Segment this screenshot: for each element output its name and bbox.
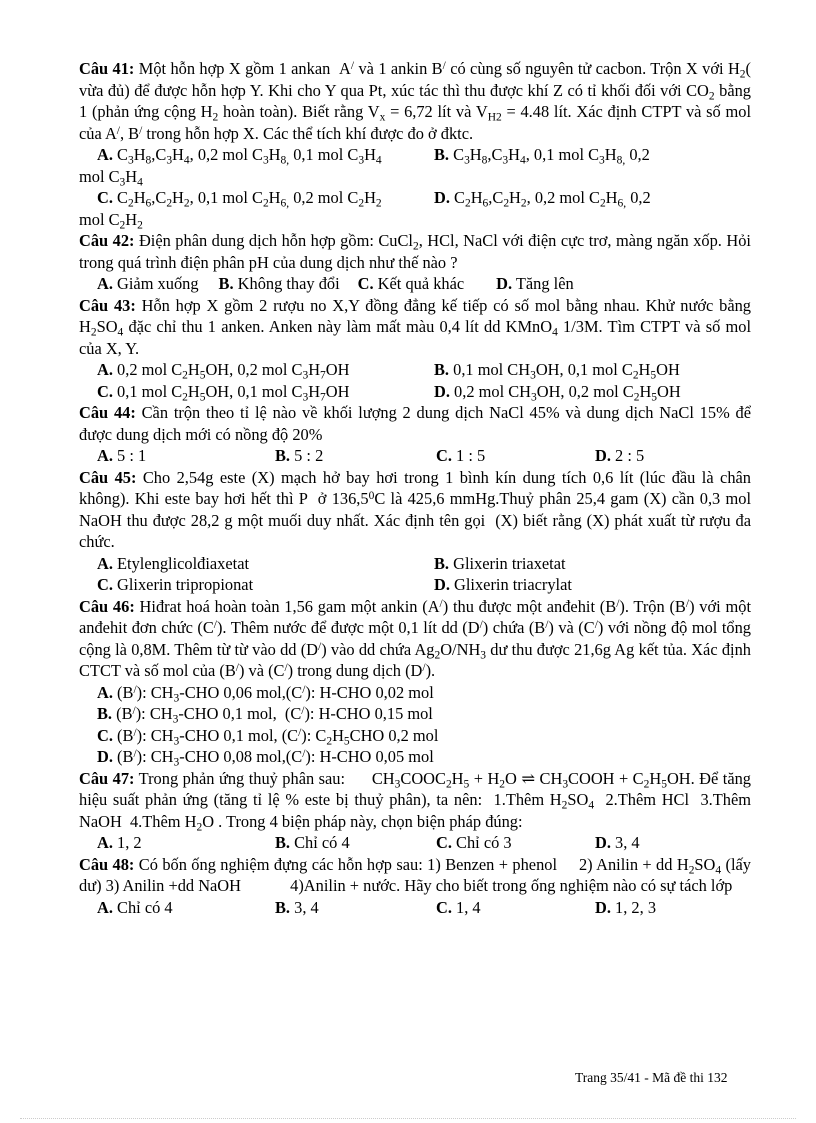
option-48-c: C. 1, 4 [436, 897, 481, 917]
question-stem: Câu 43: Hỗn hợp X gồm 2 rượu no X,Y đồng đẳng kế tiếp có số mol bằng nhau. Khử nước bằng $H_2SO_4$ đặc chỉ thu 1 anken. Anken này làm mất màu 0,4 lít dd KMnO$_4$ 1/3M. Tìm CTPT và số mol của X, Y. [79, 295, 752, 358]
exam-page [79, 58, 751, 918]
option-45-d: D. Glixerin triacrylat [434, 575, 572, 594]
question-number: Câu 41: [79, 59, 135, 78]
option-47-d: D. 3, 4 [595, 833, 640, 852]
question-number: Câu 42: [79, 231, 135, 250]
option-41-a: A. $C_3H_8,C_3H_4$, 0,2 mol $C_3H_{8,}$ 0,1 mol $C_3H_4$ [97, 145, 382, 167]
question-stem: Câu 44: Cần trộn theo tỉ lệ nào về khối lượng 2 dung dịch NaCl 45% và dung dịch NaCl 15% để được dung dịch mới có nồng độ 20% [79, 403, 751, 444]
question-stem: Câu 47: Trong phản ứng thuỷ phân sau: $CH_3COOC_2H_5 + H_2O$ ⇌ $CH_3COOH + C_2H_5OH$. Để tăng hiệu suất phản ứng (tăng tỉ lệ % este bị thuỷ phân), ta nên: 1.Thêm $H_2SO_4$ 2.Thêm HCl 3.Thêm NaOH 4.Thêm $H_2O$ . Trong 4 biện pháp này, chọn biện pháp đúng: [79, 768, 751, 833]
option-48-a: A. Chỉ có 4 [97, 897, 173, 917]
question-number: Câu 47: [79, 768, 135, 788]
question-stem: Câu 42: Điện phân dung dịch hỗn hợp gồm: CuCl$_2$, HCl, NaCl với điện cực trơ, màng ngăn xốp. Hỏi trong quá trình điện phân pH của dung dịch như thế nào ? [79, 231, 751, 272]
question-47 [79, 768, 751, 854]
option-42-a: A. Giảm xuống [97, 274, 199, 293]
question-44 [79, 402, 751, 467]
option-46-c: C. (B/): $CH_3$-CHO 0,1 mol, (C/): $C_2H_5CHO$ 0,2 mol [97, 725, 439, 747]
option-43-b: B. 0,1 mol $CH_3OH$, 0,1 mol $C_2H_5OH$ [434, 360, 680, 382]
option-47-b: B. Chỉ có 4 [275, 833, 350, 852]
option-41-cont2: mol $C_3H_4$ [79, 166, 143, 188]
option-47-c: C. Chỉ có 3 [436, 833, 512, 852]
question-42 [79, 230, 751, 295]
option-48-d: D. 1, 2, 3 [595, 897, 657, 917]
option-45-a: A. Etylenglicolđiaxetat [97, 553, 250, 573]
option-46-b: B. (B/): $CH_3$-CHO 0,1 mol, (C/): H-CHO 0,15 mol [97, 704, 433, 726]
option-46-d: D. (B/): $CH_3$-CHO 0,08 mol,(C/): H-CHO 0,05 mol [97, 747, 434, 769]
question-stem: Câu 45: Cho 2,54g este (X) mạch hở bay hơi trong 1 bình kín dung tích 0,6 lít (lúc đầu là chân không). Khi este bay hơi hết thì P ở 136,5$^0$C là 425,6 mmHg.Thuỷ phân 25,4 gam (X) cần 0,3 mol NaOH thu được 28,2 g một muối duy nhất. Xác định tên gọi (X) biết rằng (X) phát xuất từ rượu đa chức. [79, 467, 751, 551]
question-46 [79, 596, 751, 768]
option-45-b: B. Glixerin triaxetat [434, 553, 566, 573]
question-stem: Câu 41: Một hỗn hợp X gồm 1 ankan A/ và 1 ankin B/ có cùng số nguyên tử cacbon. Trộn X với $H_2$( vừa đủ) để được hỗn hợp Y. Khi cho Y qua Pt, xúc tác thì thu được khí Z có tỉ khối đối với $CO_2$ bằng 1 (phản ứng cộng $H_2$ hoàn toàn). Biết rằng $V_x = 6,72$ lít và $V_{H2} = 4.48$ lít. Xác định CTPT và số mol của A/, B/ trong hỗn hợp X. Các thể tích khí được đo ở đktc. [79, 59, 751, 143]
question-number: Câu 43: [79, 295, 136, 315]
option-41-c: C. $C_2H_6,C_2H_2$, 0,1 mol $C_2H_{6,}$ 0,2 mol $C_2H_2$ [97, 188, 382, 210]
page-footer: Trang 35/41 - Mã đề thi 132 [575, 1070, 728, 1085]
option-44-c: C. 1 : 5 [436, 446, 486, 465]
option-41-b: B. $C_3H_8,C_3H_4$, 0,1 mol $C_3H_{8,}$ 0,2 [434, 145, 650, 167]
option-44-b: B. 5 : 2 [275, 446, 324, 465]
option-45-c: C. Glixerin tripropionat [97, 575, 254, 594]
question-number: Câu 45: [79, 467, 137, 487]
question-number: Câu 44: [79, 403, 136, 422]
option-44-a: A. 5 : 1 [97, 446, 147, 465]
option-41-cont5: mol $C_2H_2$ [79, 209, 143, 231]
option-47-a: A. 1, 2 [97, 833, 142, 852]
option-43-d: D. 0,2 mol $CH_3OH$, 0,2 mol $C_2H_5OH$ [434, 381, 681, 403]
option-43-a: A. 0,2 mol $C_2H_5OH$, 0,2 mol $C_3H_7OH$ [97, 360, 350, 382]
question-stem: Câu 48: Có bốn ống nghiệm đựng các hỗn hợp sau: 1) Benzen + phenol 2) Anilin + dd $H_2SO_4$ (lấy dư) 3) Anilin +dd NaOH 4)Anilin + nước. Hãy cho biết trong ống nghiệm nào có sự tách lớp [79, 854, 751, 895]
option-42-b: B. Không thay đổi [218, 274, 340, 293]
option-48-b: B. 3, 4 [275, 897, 319, 917]
option-43-c: C. 0,1 mol $C_2H_5OH$, 0,1 mol $C_3H_7OH$ [97, 381, 350, 403]
question-stem: Câu 46: Hiđrat hoá hoàn toàn 1,56 gam một ankin (A/) thu được một anđehit (B/). Trộn (B/) với một anđehit đơn chức (C/). Thêm nước để được một 0,1 lít dd (D/) chứa (B/) và (C/) với nồng độ mol tổng cộng là 0,8M. Thêm từ từ vào dd (D/) vào dd chứa $Ag_2O/NH_3$ dư thu được 21,6g Ag kết tủa. Xác định CTCT và số mol của (B/) và (C/) trong dung dịch (D/). [79, 596, 751, 680]
page-border [20, 1118, 796, 1119]
option-46-a: A. (B/): $CH_3$-CHO 0,06 mol,(C/): H-CHO 0,02 mol [97, 682, 434, 704]
option-41-d: D. $C_2H_6,C_2H_2$, 0,2 mol $C_2H_{6,}$ 0,2 [434, 188, 651, 210]
question-48 [79, 854, 751, 919]
option-44-d: D. 2 : 5 [595, 446, 645, 465]
question-45 [79, 467, 751, 596]
question-41 [79, 58, 751, 230]
question-number: Câu 48: [79, 854, 135, 874]
question-number: Câu 46: [79, 596, 135, 616]
option-42-c: C. Kết quả khác [357, 274, 465, 293]
option-42-d: D. Tăng lên [496, 274, 574, 293]
question-43 [79, 295, 751, 403]
